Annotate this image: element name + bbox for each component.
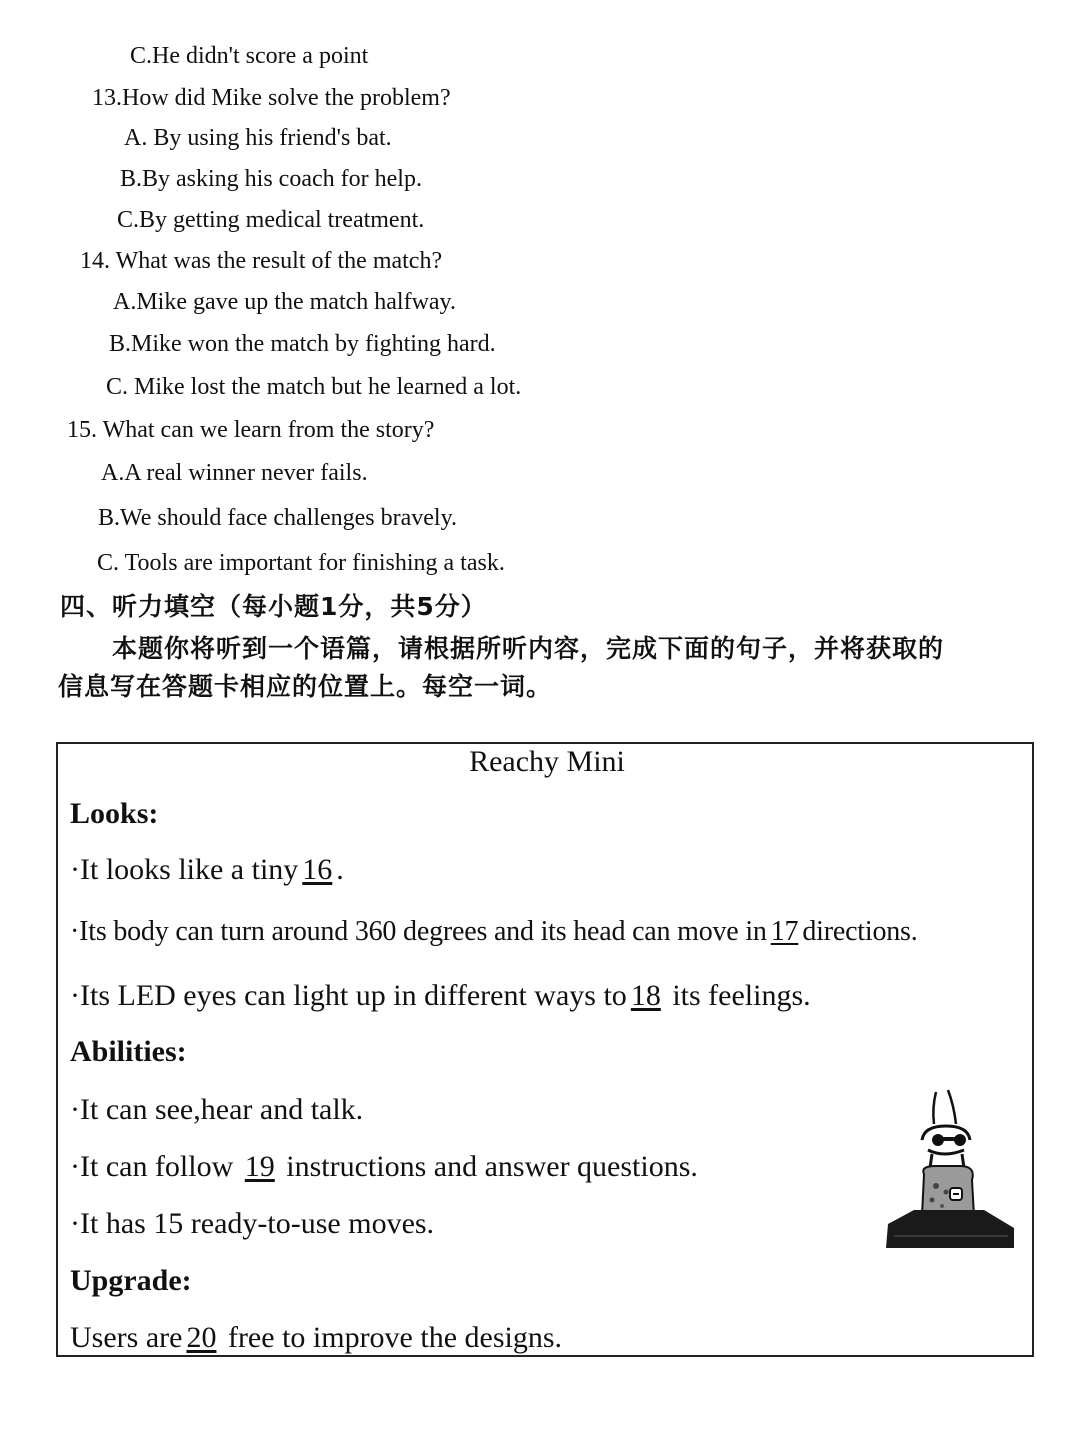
abilities-item-2-after: instructions and answer questions. bbox=[278, 1150, 698, 1183]
upgrade-before: Users are bbox=[70, 1321, 183, 1354]
q13-option-a: A. By using his friend's bat. bbox=[124, 125, 392, 151]
blank-16: 16 bbox=[302, 853, 333, 886]
section4-title: 四、听力填空（每小题1分，共5分） bbox=[60, 592, 487, 621]
q13-option-c: C.By getting medical treatment. bbox=[117, 207, 425, 233]
notes-box bbox=[56, 742, 1034, 1357]
upgrade-text bbox=[70, 1320, 562, 1356]
q13-stem: 13.How did Mike solve the problem? bbox=[92, 85, 451, 111]
looks-item-2-after: directions. bbox=[802, 916, 918, 947]
q14-option-c: C. Mike lost the match but he learned a lot. bbox=[106, 374, 522, 400]
abilities-item-2 bbox=[70, 1149, 698, 1185]
abilities-item-3-text: ·It has 15 ready-to-use moves. bbox=[70, 1207, 435, 1240]
upgrade-after: free to improve the designs. bbox=[220, 1321, 563, 1354]
looks-item-3-after: its feelings. bbox=[664, 979, 811, 1012]
blank-18: 18 bbox=[630, 979, 661, 1012]
reachy-mini-robot-icon bbox=[884, 1088, 1018, 1250]
q15-stem: 15. What can we learn from the story? bbox=[67, 417, 435, 443]
looks-item-3 bbox=[70, 978, 811, 1014]
q12-option-c: C.He didn't score a point bbox=[130, 43, 369, 69]
section4-instruction-line2: 信息写在答题卡相应的位置上。每空一词。 bbox=[58, 672, 553, 701]
looks-item-2 bbox=[70, 914, 918, 950]
box-title: Reachy Mini bbox=[469, 745, 625, 778]
abilities-item-1-text: ·It can see,hear and talk. bbox=[70, 1093, 364, 1126]
section4-instruction-line1: 本题你将听到一个语篇，请根据所听内容，完成下面的句子，并将获取的 bbox=[112, 634, 945, 663]
looks-item-2-before: ·Its body can turn around 360 degrees and its head can move in bbox=[70, 916, 767, 947]
looks-item-1-before: ·It looks like a tiny bbox=[70, 853, 299, 886]
q14-option-a: A.Mike gave up the match halfway. bbox=[113, 289, 456, 315]
q15-option-b: B.We should face challenges bravely. bbox=[98, 505, 458, 531]
abilities-heading: Abilities: bbox=[70, 1035, 187, 1068]
looks-heading: Looks: bbox=[70, 797, 159, 830]
q13-option-b: B.By asking his coach for help. bbox=[120, 166, 422, 192]
looks-item-3-before: ·Its LED eyes can light up in different ways to bbox=[70, 979, 627, 1012]
looks-item-1-after: . bbox=[336, 853, 344, 886]
abilities-item-3 bbox=[70, 1206, 434, 1242]
q15-option-a: A.A real winner never fails. bbox=[101, 460, 368, 486]
blank-19: 19 bbox=[244, 1150, 275, 1183]
q14-stem: 14. What was the result of the match? bbox=[80, 248, 443, 274]
upgrade-heading: Upgrade: bbox=[70, 1264, 192, 1297]
q14-option-b: B.Mike won the match by fighting hard. bbox=[109, 331, 496, 357]
abilities-item-2-before: ·It can follow bbox=[70, 1150, 241, 1183]
q15-option-c: C. Tools are important for finishing a task. bbox=[97, 550, 505, 576]
looks-item-1 bbox=[70, 852, 344, 888]
abilities-item-1 bbox=[70, 1092, 363, 1128]
blank-17: 17 bbox=[770, 916, 799, 947]
blank-20: 20 bbox=[186, 1321, 217, 1354]
